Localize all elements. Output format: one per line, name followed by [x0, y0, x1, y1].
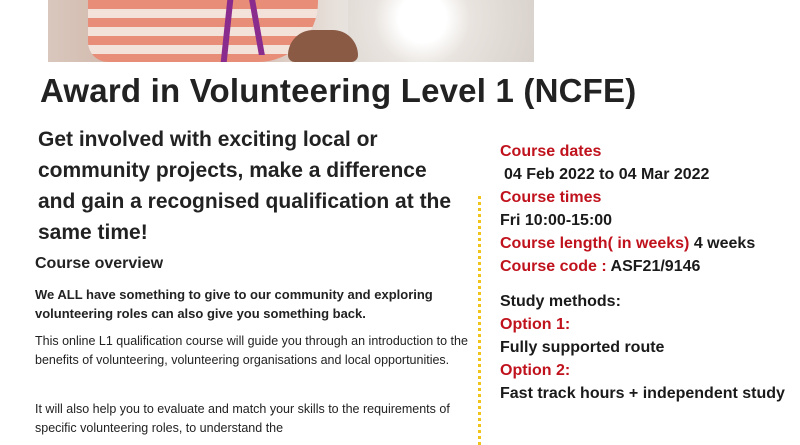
striped-shirt: [88, 0, 318, 62]
length-row: [500, 232, 790, 255]
code-label: Course code :: [500, 258, 607, 275]
option1-label: Option 1:: [500, 316, 571, 333]
dates-label: Course dates: [500, 143, 602, 160]
length-label: Course length( in weeks): [500, 235, 690, 252]
option1-value: Fully supported route: [500, 339, 665, 356]
methods-label: Study methods:: [500, 293, 621, 310]
length-value: 4 weeks: [693, 235, 756, 252]
course-details: [500, 140, 790, 405]
lace-top: [348, 0, 534, 62]
code-value: ASF21/9146: [610, 258, 701, 275]
code-row: [500, 255, 790, 278]
overview-paragraph-1: This online L1 qualification course will guide you through an introduction to the benefits of volunteering, volunteering organisations and local opportunities.: [35, 334, 468, 367]
times-label: Course times: [500, 189, 602, 206]
overview-lead: We ALL have something to give to our community and exploring volunteering roles can also give you something back.: [35, 287, 433, 321]
option2-value: Fast track hours + independent study: [500, 385, 785, 402]
option2-label: Option 2:: [500, 362, 571, 379]
overview-paragraph-2: It will also help you to evaluate and match your skills to the requirements of specific volunteering roles, to understand the: [35, 402, 450, 435]
times-value: Fri 10:00-15:00: [500, 212, 613, 229]
hand: [288, 30, 358, 62]
intro-text: Get involved with exciting local or community projects, make a difference and gain a recognised qualification at the same time!: [38, 128, 452, 244]
overview-heading: Course overview: [35, 255, 164, 272]
dotted-divider: [478, 196, 481, 445]
header-photo: [48, 0, 534, 62]
dates-value: 04 Feb 2022 to 04 Mar 2022: [504, 166, 710, 183]
page-title: Award in Volunteering Level 1 (NCFE): [40, 72, 637, 109]
